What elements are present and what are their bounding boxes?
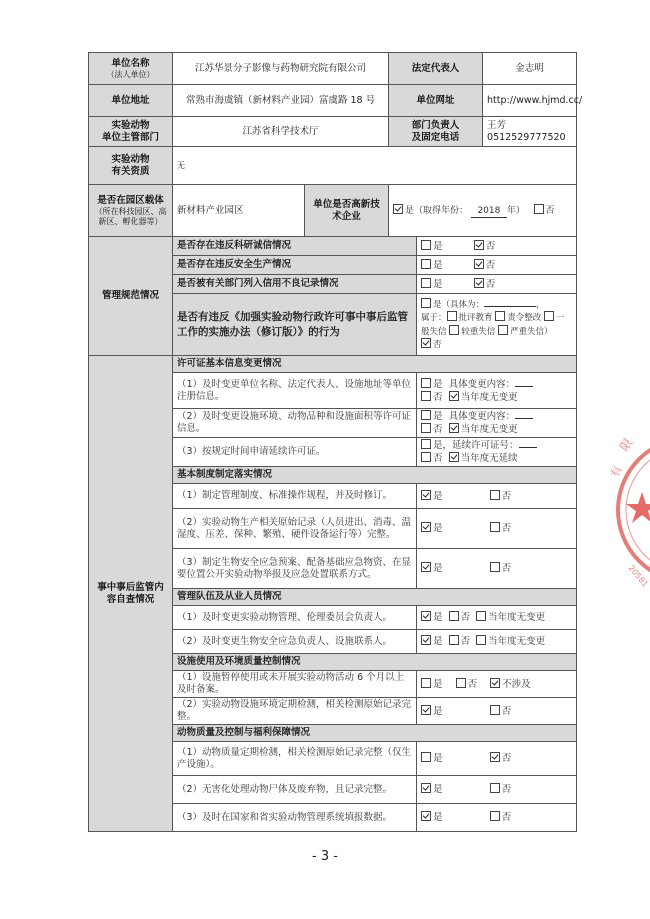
hightech-yes-checkbox[interactable] [393,204,403,214]
system-row-1: （1）制定管理制度、标准操作规程，并及时修订。 [173,484,417,509]
checkbox[interactable] [490,562,500,572]
checkbox[interactable] [476,611,486,621]
checkbox[interactable] [421,611,431,621]
management-label: 管理规范情况 [89,237,173,356]
hightech-year: 2018 [471,205,507,218]
checkbox[interactable] [490,705,500,715]
checkbox[interactable] [449,423,459,433]
checkbox[interactable] [490,811,500,821]
legal-rep-label: 法定代表人 [389,53,483,85]
staff-row-1: （1）及时变更实验动物管理、伦理委员会负责人。 [173,606,417,630]
qualification-value: 无 [173,147,577,185]
checkbox[interactable] [421,705,431,715]
violation-question: 是否有违反《加强实验动物行政许可事中事后监管工作的实施办法（修订版）》的行为 [173,294,417,356]
checkbox[interactable] [421,259,431,269]
checkbox[interactable] [421,490,431,500]
checkbox[interactable] [490,522,500,532]
license-row-1: （1）及时变更单位名称、法定代表人、设施地址等单位注册信息。 [173,373,417,409]
checkbox[interactable] [421,562,431,572]
checkbox[interactable] [421,423,431,433]
checkbox[interactable] [456,678,466,688]
quality-row-2-answer: 是 否 [417,776,577,804]
checkbox[interactable] [447,311,457,321]
official-seal-stamp [608,430,650,590]
unit-name-label: 单位名称 （法人单位） [89,53,173,85]
supervisor-value: 江苏省科学技术厅 [173,117,389,147]
checkbox[interactable] [421,338,431,348]
checkbox[interactable] [449,635,459,645]
checkbox[interactable] [421,678,431,688]
system-row-2-answer: 是 否 [417,509,577,549]
unit-name-value: 江苏华景分子影像与药物研究院有限公司 [173,53,389,85]
checkbox[interactable] [421,635,431,645]
website-label: 单位网址 [389,85,483,117]
system-row-3-answer: 是 否 [417,549,577,589]
system-row-3: （3）制定生物安全应急预案、配备基础应急物资、在显要位置公开实验动物举报及应急处置联系方式。 [173,549,417,589]
checkbox[interactable] [490,783,500,793]
staff-row-1-answer: 是 否 当年度无变更 [417,606,577,630]
quality-row-2: （2）无害化处理动物尸体及废弃物，且记录完整。 [173,776,417,804]
checkbox[interactable] [421,783,431,793]
website-value: http://www.hjmd.cc/ [483,85,577,117]
checkbox[interactable] [474,278,484,288]
address-value: 常熟市海虞镇（新材料产业园）富虞路 18 号 [173,85,389,117]
checkbox[interactable] [421,298,431,308]
checkbox[interactable] [421,410,431,420]
checkbox[interactable] [474,240,484,250]
section-facility-title: 设施使用及环境质量控制情况 [173,654,577,671]
management-row-3-answer: 是 否 [417,275,577,294]
quality-row-3: （3）及时在国家和省实验动物管理系统填报数据。 [173,804,417,832]
hightech-no-checkbox[interactable] [534,204,544,214]
facility-row-1-answer: 是 否 不涉及 [417,671,577,698]
facility-row-2-answer: 是 否 [417,698,577,725]
qualification-label: 实验动物 有关资质 [89,147,173,185]
checkbox[interactable] [421,240,431,250]
management-row-2-answer: 是 否 [417,256,577,275]
park-label: 是否在园区载体 （所在科技园区、高新区、孵化器等） [89,185,173,237]
facility-row-1: （1）设施暂停使用或未开展实验动物活动 6 个月以上及时备案。 [173,671,417,698]
checkbox[interactable] [544,311,554,321]
management-row-1-answer: 是 否 [417,237,577,256]
system-row-2: （2）实验动物生产相关原始记录（人员进出、消毒、温湿度、压差、保种、繁殖、硬件设备运行等）完整。 [173,509,417,549]
management-row-1: 是否存在违反科研诚信情况 [173,237,417,256]
checkbox[interactable] [490,678,500,688]
section-license-title: 许可证基本信息变更情况 [173,356,577,373]
license-row-2: （2）及时变更设施环境、动物品种和设施面积等许可证信息。 [173,409,417,438]
license-row-1-answer: 是 具体变更内容： 否 当年度无变更 [417,373,577,409]
management-row-2: 是否存在违反安全生产情况 [173,256,417,275]
license-row-3-answer: 是，延续许可证号： 否 当年度无延续 [417,438,577,467]
section-quality-title: 动物质量及控制与福利保障情况 [173,725,577,742]
checkbox[interactable] [476,635,486,645]
svg-text:20581: 20581 [626,563,650,589]
checkbox[interactable] [490,752,500,762]
checkbox[interactable] [490,490,500,500]
checkbox[interactable] [421,811,431,821]
park-value: 新材料产业园区 [173,185,305,237]
checkbox[interactable] [474,259,484,269]
system-row-1-answer: 是 否 [417,484,577,509]
dept-head-value: 王芳 0512529777520 [483,117,577,147]
checkbox[interactable] [421,752,431,762]
checkbox[interactable] [421,378,431,388]
checkbox[interactable] [421,391,431,401]
page-number: - 3 - [312,849,338,864]
checkbox[interactable] [498,325,508,335]
hightech-label: 单位是否高新技术企业 [305,185,389,237]
checkbox[interactable] [449,452,459,462]
checkbox[interactable] [421,452,431,462]
section-system-title: 基本制度制定落实情况 [173,467,577,484]
checkbox[interactable] [421,439,431,449]
address-label: 单位地址 [89,85,173,117]
legal-rep-value: 金志明 [483,53,577,85]
checkbox[interactable] [449,391,459,401]
svg-text:限: 限 [616,435,636,454]
supervisor-label: 实验动物 单位主管部门 [89,117,173,147]
quality-row-3-answer: 是 否 [417,804,577,832]
checkbox[interactable] [449,325,459,335]
checkbox[interactable] [421,278,431,288]
checkbox[interactable] [449,611,459,621]
quality-row-1: （1）动物质量定期检测，相关检测原始记录完整（仅生产设施）。 [173,742,417,776]
self-inspection-form [88,52,583,832]
facility-row-2: （2）实验动物设施环境定期检测，相关检测原始记录完整。 [173,698,417,725]
hightech-answer: 是（取得年份： 2018 年） 否 [389,185,577,237]
license-row-2-answer: 是 具体变更内容： 否 当年度无变更 [417,409,577,438]
dept-head-label: 部门负责人 及固定电话 [389,117,483,147]
checkbox[interactable] [421,522,431,532]
management-row-3: 是否被有关部门列入信用不良记录情况 [173,275,417,294]
license-row-3: （3）按规定时间申请延续许可证。 [173,438,417,467]
section-staff-title: 管理队伍及从业人员情况 [173,589,577,606]
checkbox[interactable] [495,311,505,321]
staff-row-2: （2）及时变更生物安全应急负责人、设施联系人。 [173,630,417,654]
inspection-label: 事中事后监管内容自查情况 [89,356,173,832]
svg-text:有: 有 [608,464,625,480]
staff-row-2-answer: 是 否 当年度无变更 [417,630,577,654]
quality-row-1-answer: 是 否 [417,742,577,776]
violation-answer: 是（具体为： ， 属于： 批评教育 责令整改 一般失信 较重失信 严重失信） 否 [417,294,577,356]
